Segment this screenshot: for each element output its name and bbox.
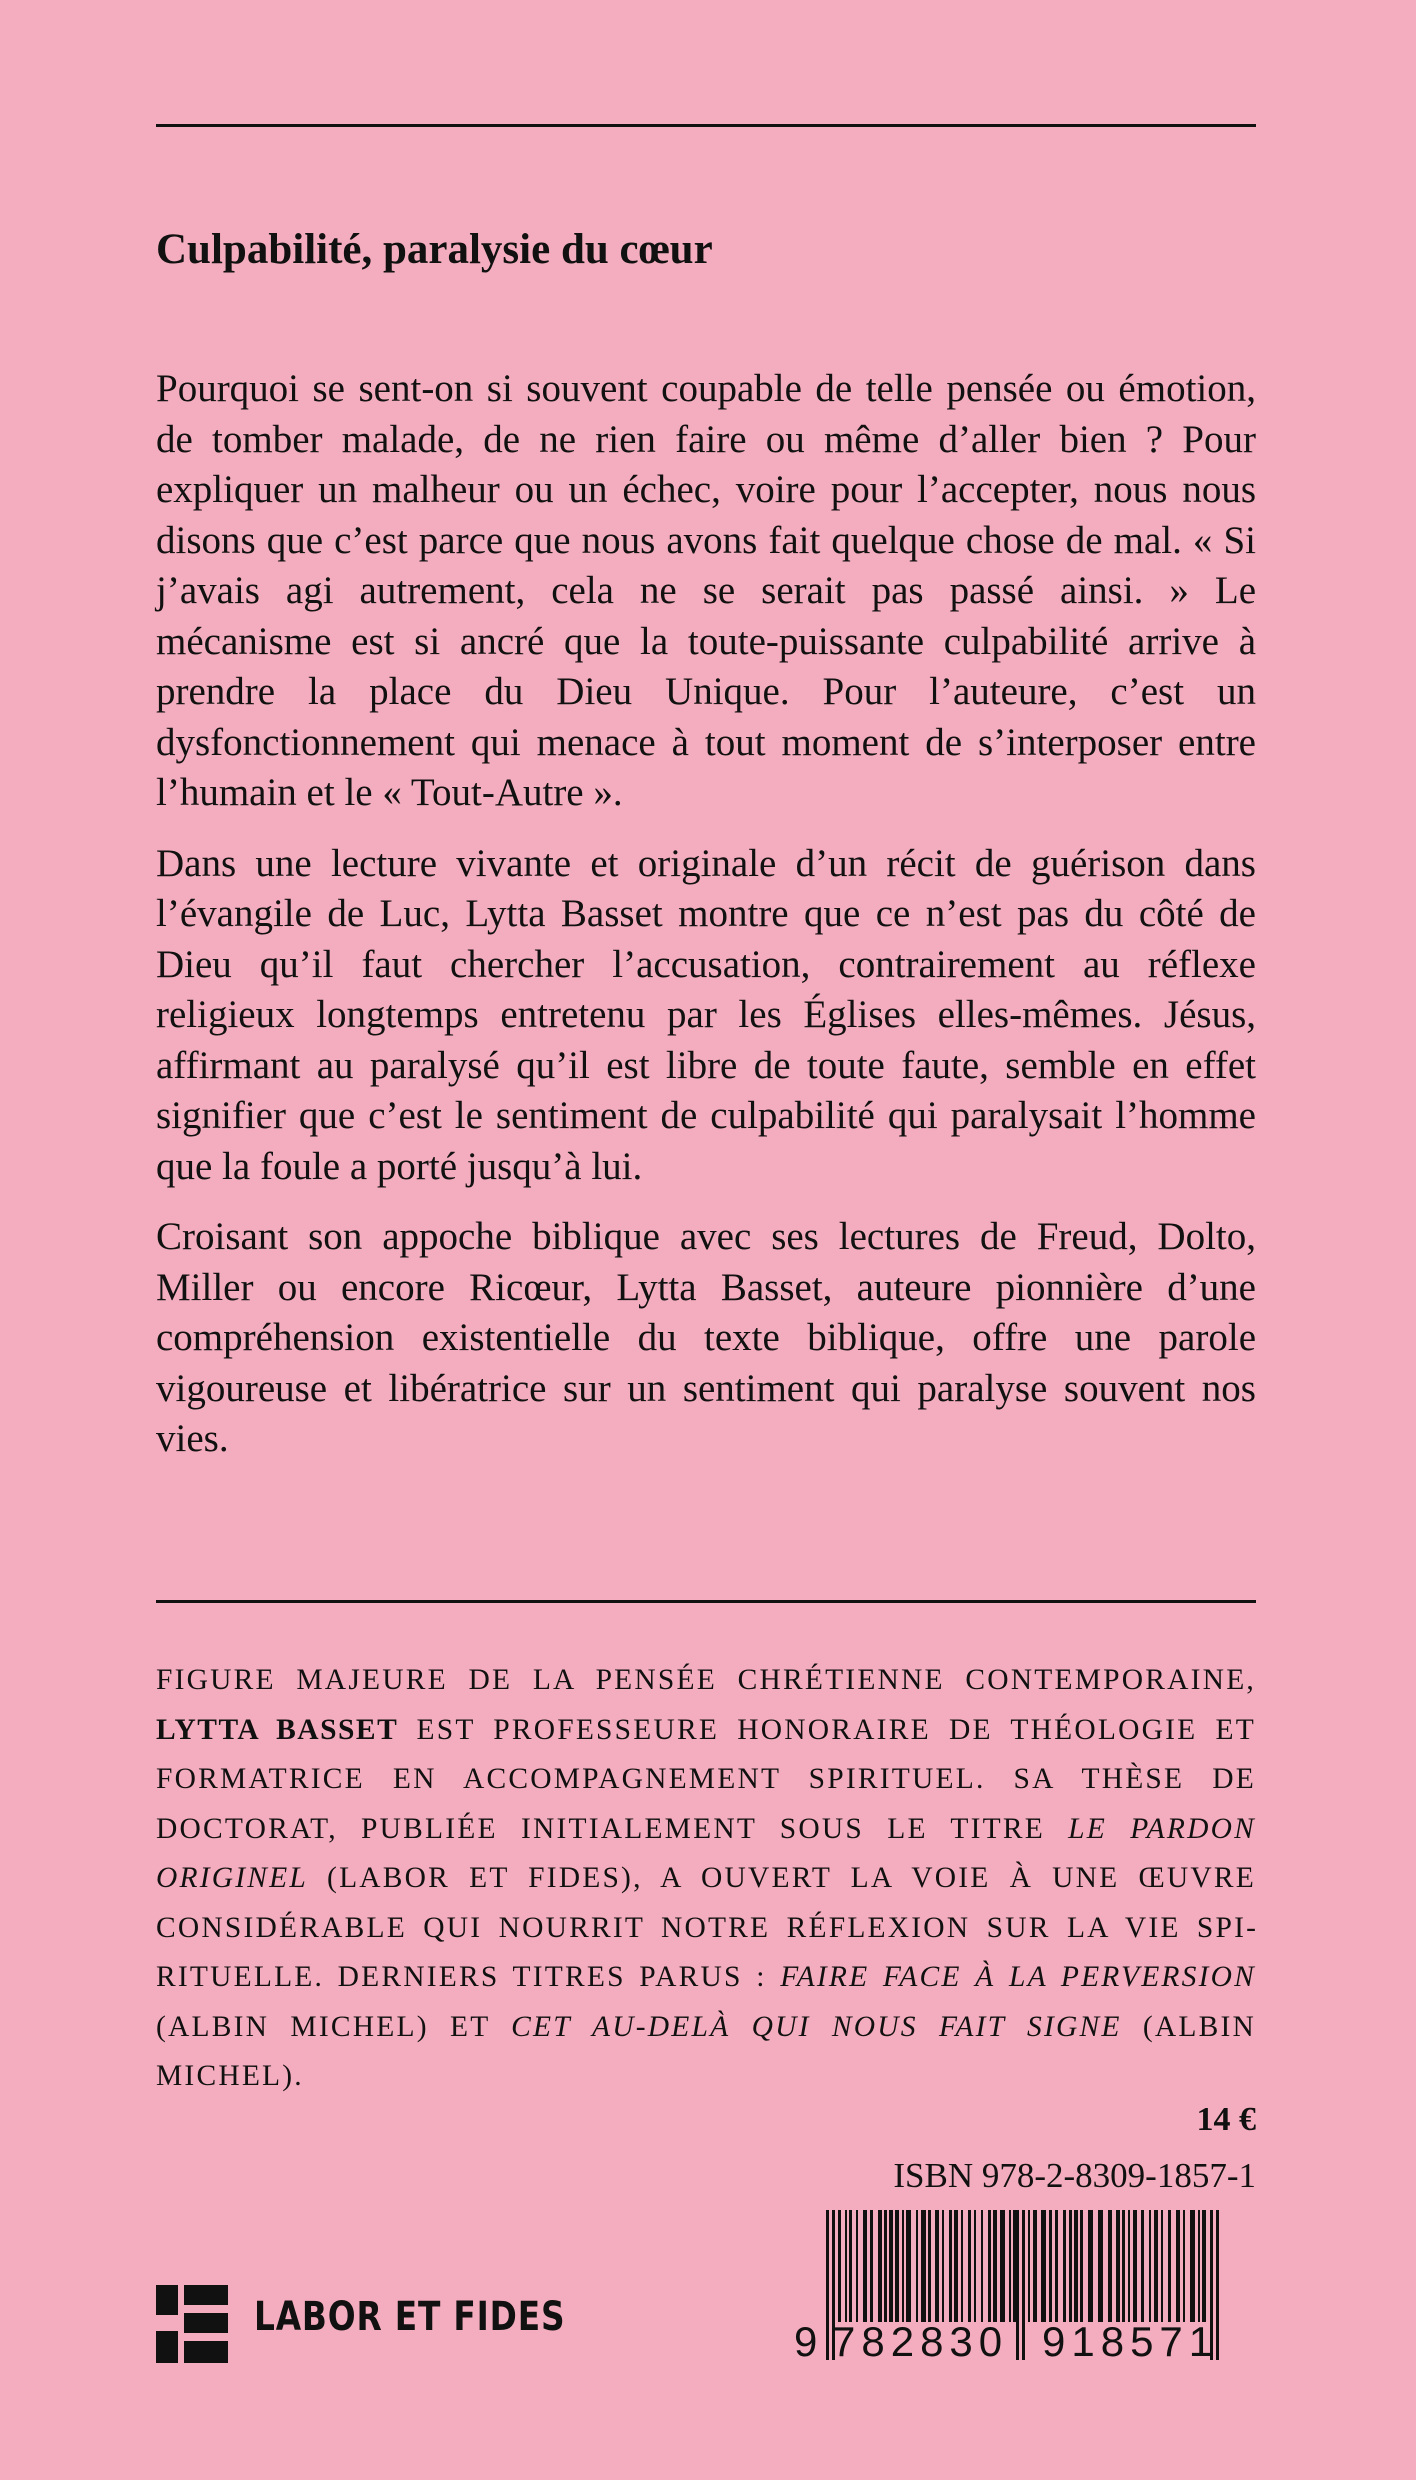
middle-divider — [156, 1600, 1256, 1603]
barcode-bar — [935, 2210, 939, 2322]
barcode-bar — [826, 2210, 829, 2360]
barcode-bar — [961, 2210, 963, 2322]
barcode-bar — [1088, 2210, 1093, 2322]
barcode-bar — [1033, 2210, 1037, 2322]
blurb-paragraph-3: Croisant son appoche biblique avec ses lectures de Freud, Dolto, Miller ou encore Ricœur, Lytta Basset, auteure pionnière d’une compréhension existentielle du texte biblique, offre une parole vigoureuse et libératrice sur un sentiment qui paralyse souvent nos vies. — [156, 1215, 1256, 1460]
bio-intro: FIGURE MAJEURE DE LA PENSÉE CHRÉTIENNE CONTEMPORAINE, — [156, 1664, 1256, 1696]
labor-et-fides-logo-icon — [156, 2285, 228, 2363]
barcode-bar — [993, 2210, 997, 2322]
barcode-bar — [863, 2210, 867, 2322]
blurb-paragraph-1: Pourquoi se sent-on si souvent coupable de telle pensée ou émotion, de tomber malade, de ne rien faire ou même d’aller bien ? Pour expliquer un malheur ou un échec, voire pour l’accepter, nous nous disons que c’est parce que nous avons fait quelque chose de mal. « Si j’avais agi autrement, cela ne se serait pas passé ainsi. » Le mécanisme est si ancré que la toute-puissante culpabilité arrive à prendre la place du Dieu Unique. Pour l’auteure, c’est un dysfonctionnement qui menace à tout moment de s’interposer entre l’humain et le « Tout-Autre ». — [156, 367, 1256, 814]
barcode-digit-prefix: 9 — [794, 2318, 818, 2362]
barcode-bar — [1141, 2210, 1144, 2322]
barcode-bar — [889, 2210, 893, 2322]
barcode-bar — [1000, 2210, 1005, 2322]
isbn: ISBN 978-2-8309-1857-1 — [893, 2156, 1256, 2195]
barcode-bar — [1074, 2210, 1078, 2322]
barcode-bar — [968, 2210, 971, 2322]
barcode-bar — [1049, 2210, 1052, 2322]
barcode — [790, 2210, 1256, 2362]
blurb-paragraph-2: Dans une lecture vivante et originale d’un récit de guérison dans l’évangile de Luc, Lytta Basset montre que ce n’est pas du côté de Dieu qu’il faut chercher l’accusation, contrairement au réflexe religieux longtemps entretenu par les Églises elles-mêmes. Jésus, affirmant au paralysé qu’il est libre de toute faute, semble en effet signifier que c’est le sentiment de culpabilité qui paralysait l’homme que la foule a porté jusqu’à lui. — [156, 841, 1256, 1188]
barcode-bar — [928, 2210, 931, 2322]
publisher-name: LABOR ET FIDES — [254, 2294, 566, 2340]
barcode-bar — [895, 2210, 899, 2322]
barcode-bar — [1098, 2210, 1103, 2322]
barcode-bar — [1013, 2210, 1016, 2322]
barcode-bar — [870, 2210, 873, 2322]
bio-book-title-3: CET AU-DELÀ QUI NOUS FAIT SIGNE — [511, 2010, 1122, 2043]
bio-book-title-1: LE PARDON ORIGINEL — [156, 1812, 1256, 1894]
author-bio — [156, 1656, 1256, 2102]
barcode-bar — [1122, 2210, 1125, 2322]
barcode-digits-left: 782830 — [832, 2318, 1009, 2362]
barcode-bar — [1190, 2210, 1195, 2322]
barcode-bar — [1128, 2210, 1130, 2322]
bio-text-2: (LABOR ET FIDES), A OUVERT LA VOIE À UNE ŒUVRE CONSIDÉRABLE QUI NOURRIT NOTRE RÉFLEXION SUR LA VIE SPIRITUELLE. DERNIERS TITRES PARUS : — [156, 1862, 1256, 1993]
barcode-bar — [838, 2210, 841, 2322]
bio-book-title-2: FAIRE FACE À LA PERVERSION — [780, 1961, 1256, 1993]
bio-author-name: LYTTA BASSET — [156, 1713, 399, 1746]
barcode-bar — [884, 2210, 887, 2322]
barcode-bar — [1149, 2210, 1151, 2322]
barcode-bar — [1016, 2210, 1019, 2360]
barcode-bar — [1041, 2210, 1046, 2322]
barcode-bar — [906, 2210, 911, 2322]
barcode-digits-right: 918571 — [1042, 2318, 1219, 2362]
barcode-bar — [988, 2210, 991, 2322]
barcode-bar — [1176, 2210, 1180, 2322]
price: 14 € — [1196, 2101, 1256, 2138]
barcode-bar — [1108, 2210, 1112, 2322]
barcode-bar — [1133, 2210, 1137, 2322]
barcode-bar — [916, 2210, 918, 2322]
barcode-bar — [949, 2210, 952, 2322]
barcode-bar — [902, 2210, 904, 2322]
barcode-bar — [1069, 2210, 1072, 2322]
barcode-bar — [981, 2210, 983, 2322]
barcode-bar — [1009, 2210, 1011, 2322]
barcode-bar — [1202, 2210, 1206, 2322]
barcode-bar — [1198, 2210, 1200, 2322]
barcode-bar — [1154, 2210, 1158, 2322]
barcode-bar — [1161, 2210, 1163, 2322]
barcode-bar — [1022, 2210, 1025, 2360]
barcode-bar — [942, 2210, 944, 2322]
book-title: Culpabilité, paralysie du cœur — [156, 226, 713, 273]
barcode-bar — [849, 2210, 852, 2322]
bio-text-4: (ALBIN MICHEL). — [156, 2010, 1256, 2092]
bio-text-1: EST PROFESSEURE HONORAIRE DE THÉOLOGIE ET FORMATRICE EN ACCOMPAGNEMENT SPIRITUEL. SA THÈSE DE DOCTORAT, PUBLIÉE INITIALEMENT SOUS LE TITRE — [156, 1713, 1256, 1845]
barcode-bar — [974, 2210, 976, 2322]
publisher-logo-block — [156, 2285, 616, 2363]
top-divider — [156, 124, 1256, 127]
barcode-bar — [1063, 2210, 1066, 2322]
barcode-bar — [921, 2210, 926, 2322]
barcode-bar — [878, 2210, 882, 2322]
bio-text-3: (ALBIN MICHEL) ET — [156, 2010, 512, 2043]
barcode-bar — [1116, 2210, 1120, 2322]
barcode-bar — [1055, 2210, 1058, 2322]
barcode-bar — [1183, 2210, 1185, 2322]
barcode-bar — [954, 2210, 958, 2322]
barcode-bar — [845, 2210, 847, 2322]
barcode-bar — [1168, 2210, 1171, 2322]
barcode-bar — [1028, 2210, 1030, 2322]
blurb — [156, 364, 1256, 1485]
barcode-bar — [1080, 2210, 1083, 2322]
barcode-bar — [856, 2210, 858, 2322]
